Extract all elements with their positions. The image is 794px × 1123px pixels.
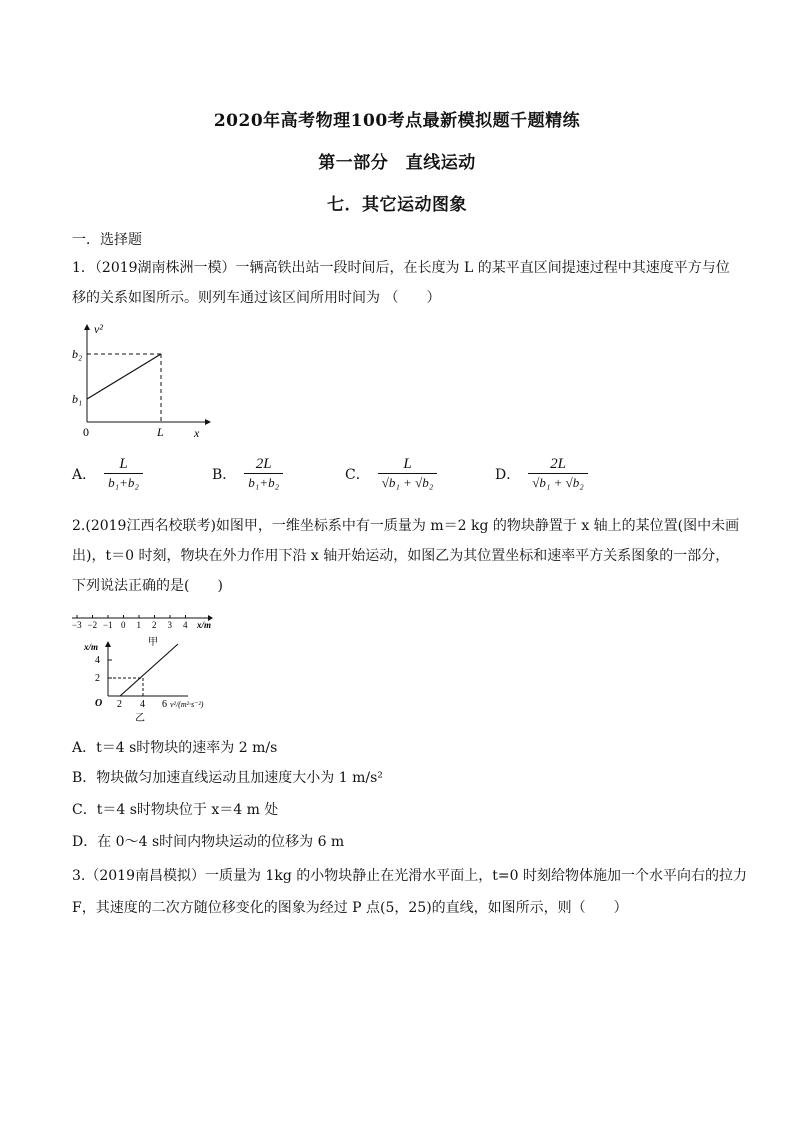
- q1-option-a-den: b₁+b₂: [104, 473, 143, 491]
- q1-option-d[interactable]: [495, 456, 588, 491]
- q2-option-b[interactable]: B．物块做匀加速直线运动且加速度大小为 1 m/s²: [72, 770, 383, 786]
- q1-option-d-letter: D．: [495, 466, 521, 483]
- q2-jia-tick-label: 3: [167, 620, 172, 630]
- q2-yi-xtick-6: 6: [162, 699, 167, 710]
- q1-option-d-num: 2L: [550, 456, 566, 472]
- q2-jia-ticks: [72, 615, 188, 630]
- q1-option-b-num: 2L: [255, 456, 272, 472]
- q1-option-d-fraction: [528, 456, 588, 491]
- q1-b1-label: b₁: [72, 392, 83, 406]
- q1-option-c-num: L: [403, 456, 412, 472]
- q1-x-arrow: [205, 419, 211, 425]
- part-title: 第一部分 直线运动: [318, 153, 476, 173]
- q2-yi-xtick-2: 2: [117, 699, 122, 710]
- q1-option-c[interactable]: [345, 456, 437, 491]
- q1-option-a-num: L: [119, 456, 128, 472]
- q1-option-a-letter: A．: [72, 466, 97, 483]
- q1-option-c-den: √b₁ + √b₂: [378, 473, 438, 491]
- q2-option-d[interactable]: D．在 0～4 s时间内物块运动的位移为 6 m: [72, 834, 345, 850]
- q3-line2: F，其速度的二次方随位移变化的图象为经过 P 点(5，25)的直线，如图所示，则（ ）: [72, 900, 628, 916]
- q2-yi-ytick-label-2: 2: [95, 673, 100, 684]
- section-heading: 一．选择题: [72, 232, 142, 248]
- q1-option-d-den: √b₁ + √b₂: [528, 473, 588, 491]
- q2-yi-x-label: v²/(m²·s⁻²): [170, 700, 204, 709]
- q1-option-b-letter: B．: [212, 466, 237, 483]
- q2-line1: 2.(2019江西名校联考)如图甲，一维坐标系中有一质量为 m＝2 kg 的物块静置于 x 轴上的某位置(图中未画: [72, 518, 740, 534]
- q2-line3: 下列说法正确的是( ): [72, 578, 223, 594]
- q3-line1: 3.（2019南昌模拟）一质量为 1kg 的小物块静止在光滑水平面上，t=0 时刻给物体施加一个水平向右的拉力: [72, 868, 747, 884]
- q2-jia-tick-label: 1: [136, 620, 141, 630]
- q2-line2: 出)，t＝0 时刻，物块在外力作用下沿 x 轴开始运动，如图乙为其位置坐标和速率平方关系图象的一部分，: [72, 548, 730, 564]
- q1-origin-label: 0: [83, 425, 89, 439]
- q1-y-label: v²: [94, 322, 103, 336]
- q2-option-a[interactable]: A．t＝4 s时物块的速率为 2 m/s: [72, 740, 278, 756]
- q2-yi-line: [120, 644, 178, 696]
- q2-graph-yi: [68, 638, 248, 726]
- q1-option-a-fraction: [104, 456, 143, 491]
- q1-y-arrow: [84, 324, 90, 330]
- q1-option-b-fraction: [244, 456, 283, 491]
- chapter-title: 七．其它运动图象: [327, 195, 467, 215]
- q2-yi-ytick-label-4: 4: [95, 655, 100, 666]
- q1-graph: [70, 322, 220, 444]
- q2-jia-tick-label: −1: [103, 620, 113, 630]
- q1-b2-label: b₂: [72, 347, 83, 361]
- q1-x-label: x: [194, 426, 200, 440]
- q1-option-c-letter: C．: [345, 466, 370, 483]
- doc-title: 2020年高考物理100考点最新模拟题千题精练: [213, 111, 581, 131]
- q2-jia-unit: x/m: [197, 620, 212, 630]
- q2-yi-y-arrow: [105, 641, 111, 647]
- q1-option-b-den: b₁+b₂: [244, 473, 283, 491]
- q2-jia-tick-label: 4: [183, 620, 188, 630]
- q1-line: [87, 354, 161, 399]
- q1-option-c-fraction: [378, 456, 438, 491]
- q1-option-b[interactable]: [212, 456, 283, 491]
- q2-jia-tick-label: −3: [72, 620, 82, 630]
- q2-yi-y-label: x/m: [84, 642, 99, 652]
- q2-jia-tick-label: 0: [121, 620, 126, 630]
- q2-yi-caption: 乙: [135, 713, 145, 724]
- q2-jia-tick-label: 2: [152, 620, 157, 630]
- q1-option-a[interactable]: [72, 456, 143, 491]
- q2-option-c[interactable]: C．t＝4 s时物块位于 x＝4 m 处: [72, 802, 279, 818]
- q2-jia-caption: 甲: [148, 637, 158, 648]
- q1-L-label: L: [157, 425, 164, 439]
- q1-line2: 移的关系如图所示。则列车通过该区间所用时间为 （ ）: [72, 290, 441, 306]
- q2-jia-tick-label: −2: [87, 620, 98, 630]
- q2-yi-xtick-4: 4: [140, 699, 145, 710]
- q2-yi-origin: O: [95, 698, 103, 709]
- q1-line1: 1．（2019湖南株洲一模）一辆高铁出站一段时间后，在长度为 L 的某平直区间提速过程中其速度平方与位: [72, 260, 730, 276]
